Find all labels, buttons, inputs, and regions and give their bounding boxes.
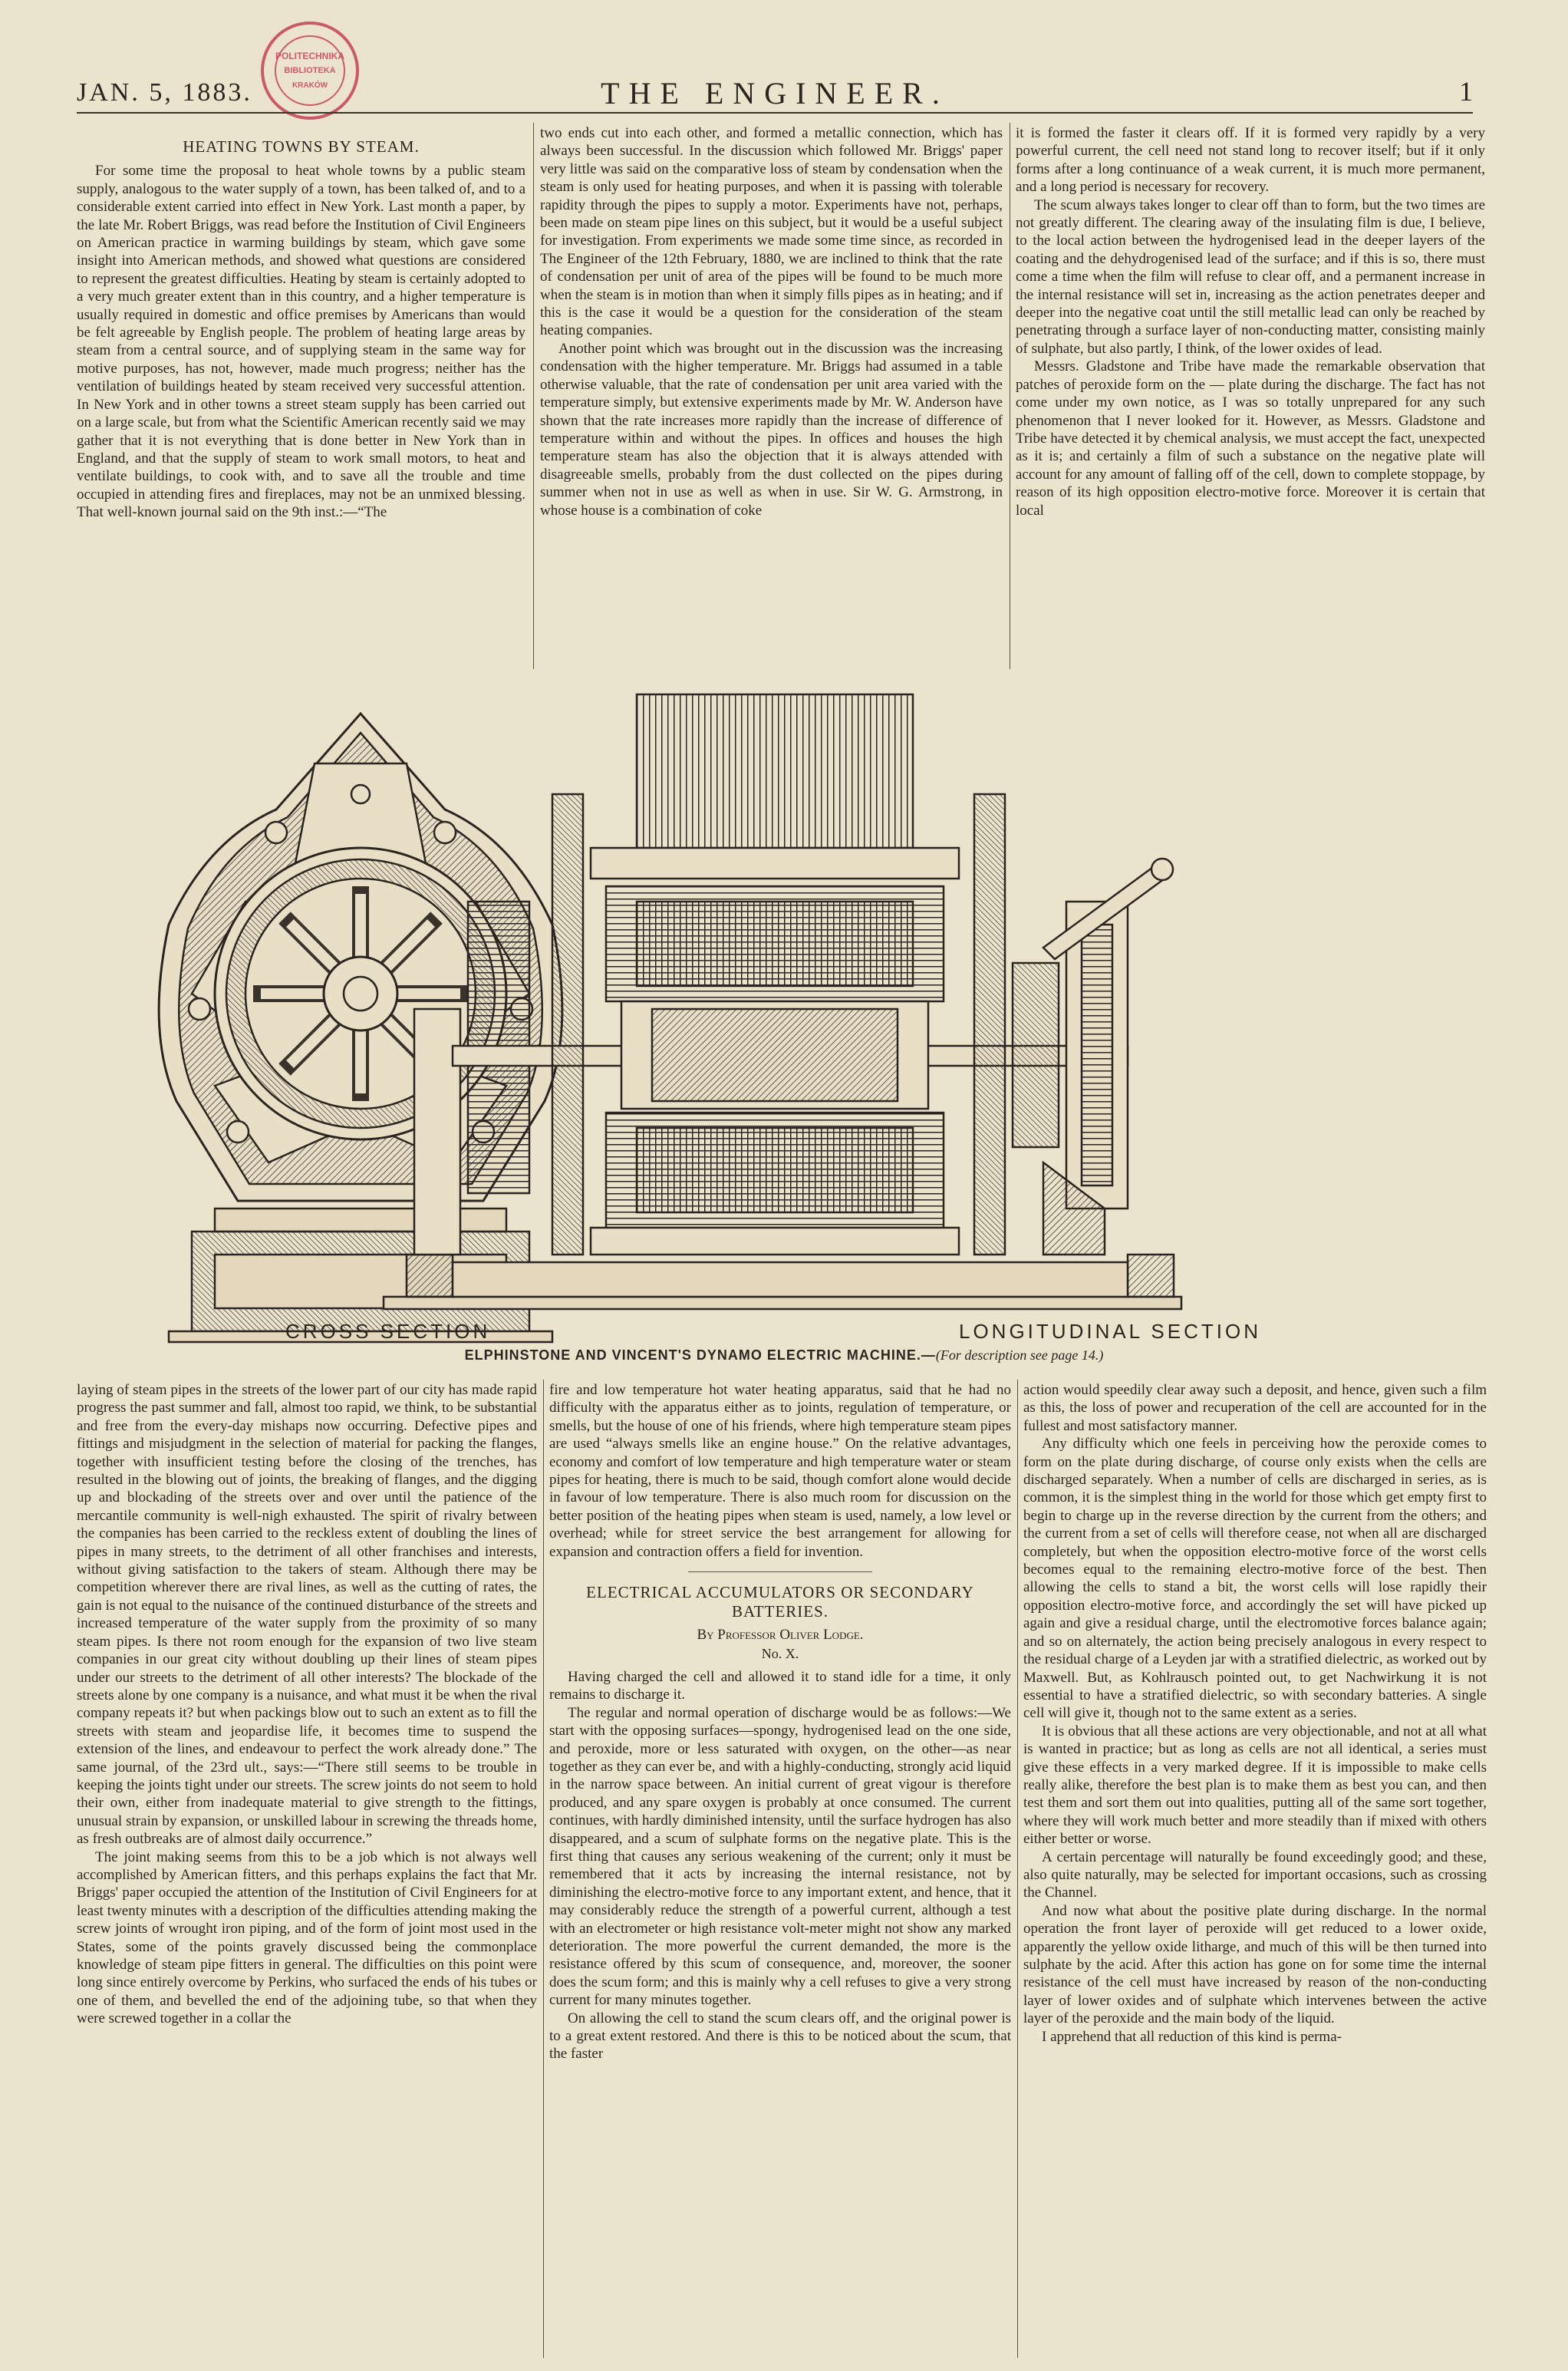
paragraph: It is obvious that all these actions are very objectionable, and not at all what is wanted in practice; but as long as cells are not all identical, a series must give these effects in a very marked degree. If it is impossible to make cells really alike, therefore the best plan is to make them as best you can, and then test them and sort them out into qualities, putting all of the same sort together, where they will work much better and more steadily than if mixed with others either better or worse.	[1023, 1723, 1487, 1848]
lower-column-1	[77, 1381, 537, 2356]
paragraph: The scum always takes longer to clear off than to form, but the two times are not greatly different. The clearing away of the insulating film is due, I believe, to the local action between the hydrogenised lead in the deeper layers of the coating and the dehydrogenised lead of the surface; and if this is so, there must come a time when the film will refuse to clear off, and a permanent increase in the internal resistance will set in, increasing as the action penetrates deeper and deeper into the negative coat until the still metallic lead can only be reached by penetrating through a surface layer of non-conducting matter, consisting mainly of sulphate, but also partly, I think, of the lower oxides of lead.	[1016, 196, 1485, 357]
library-stamp: POLITECHNIKA BIBLIOTEKA KRAKÓW	[261, 21, 359, 120]
section-rule	[688, 1571, 873, 1572]
paragraph: laying of steam pipes in the streets of the lower part of our city has made rapid progress the past summer and fall, almost too rapid, we think, to be substantial and free from the every-day mishaps now occurring. Defective pipes and fittings and misjudgment in the selection of material for packing the flanges, together with insufficient testing before the closing of the trenches, has resulted in the blowing out of joints, the breaking of flanges, and the digging up and blockading of the streets over and over until the patience of the mercantile community is well-nigh exhausted. The spirit of rivalry between the companies has been carried to the reckless extent of doubling the lines of pipes in many streets, to the detriment of all other franchises and interests, without giving satisfaction to the takers of steam. Although there may be competition wherever there are rival lines, as well as the cutting of rates, the gain is not equal to the nuisance of the continued disturbance of the streets and increased temperature of the water supply from the proximity of so many steam pipes. Is there not room enough for the expansion of two live steam companies in our great city without doubling up their lines of steam pipes under our streets to the detriment of all other interests? The blockade of the streets alone by one company is a nuisance, and what must it be when the rival company repeats it? but when packings blow out to such an extent as to fill the streets with steam and jeopardise life, it becomes time to suspend the extension of the lines, and endeavour to perfect the work already done.” The same journal, of the 23rd ult., says:—“There still seems to be trouble in keeping the joints tight under our streets. The screw joints do not seem to hold their own, either from inadequate material to give strength to the fittings, unusual strain by expansion, or unskilled labour in screwing the threads home, as fresh outbreaks are of almost daily occurrence.”	[77, 1382, 537, 1848]
paragraph: For some time the proposal to heat whole towns by a public steam supply, analogous to the water supply of a town, has been talked of, and to a considerable extent carried into effect in New York. Last month a paper, by the late Mr. Robert Briggs, was read before the Institution of Civil Engineers on American practice in warming buildings by steam, which gave some insight into American methods, and showed what questions are considered to represent the greatest difficulties. Heating by steam is certainly adopted to a very much greater extent than in this country, and a higher temperature is usually required in domestic and office premises by Americans than would be felt agreeable by English people. The problem of heating large areas by steam from a central source, and of supplying steam in the same way for motive purposes, has not, however, made much progress; neither has the ventilation of buildings heated by steam received very successful attention. In New York and in other towns a street steam supply has been carried out on a large scale, but from what the Scientific American recently said we may gather that it is not everything that is done better in New York than in England, and that the supply of steam to work small motors, to heat and ventilate buildings, to cook with, and to save all the trouble and time occupied in attending fires and fireplaces, may not be an unmixed blessing. That well-known journal said on the 9th inst.:—“The	[77, 163, 525, 521]
column-divider	[1017, 1380, 1018, 2358]
paragraph: A certain percentage will naturally be found exceedingly good; and these, also quite naturally, may be selected for important occasions, such as crossing the Channel.	[1023, 1848, 1487, 1901]
figure-title	[0, 1347, 1568, 1364]
paragraph: The joint making seems from this to be a job which is not always well accomplished by American fitters, and this perhaps explains the fact that Mr. Briggs' paper occupied the attention of the Institution of Civil Engineers for at least twenty minutes with a description of the difficulties attending making the screw joints of wrought iron piping, and of the form of joint most used in the States, some of the points gravely discussed being the commonplace knowledge of steam pipe fitters in general. The difficulties on this point were long since entirely overcome by Perkins, who surfaced the ends of his tubes or one of them, and bevelled the end of the adjoining tube, so that when they were screwed together in a collar the	[77, 1848, 537, 2027]
paragraph: fire and low temperature hot water heating apparatus, said that he had no difficulty with the apparatus either as to joints, regulation of temperature, or smells, but the house of one of his friends, where high temperature steam pipes are used “always smells like an engine house.” On the relative advantages, economy and comfort of low temperature and high temperature water or steam pipes for heating, there is much to be said, though comfort alone would decide in favour of low temperature. There is also much room for discussion on the better position of the heating pipes when steam is used, namely, a low level or overhead; while for street service the best arrangement for allowing for expansion and contraction offers a field for invention.	[549, 1382, 1011, 1560]
dynamo-engraving	[84, 671, 1488, 1377]
paragraph: The regular and normal operation of discharge would be as follows:—We start with the opposing surfaces—spongy, hydrogenised lead on the one side, and peroxide, more or less saturated with oxygen, on the other—as near together as they can ever be, and with a highly-conducting, strongly acid liquid in the narrow space between. An initial current of great vigour is therefore produced, and any spare oxygen is probably at once consumed. The current continues, with hardly diminished intensity, until the surface hydrogen has also disappeared, and a scum of sulphate forms on the negative plate. This is the first thing that causes any serious weakening of the current; only it must be remembered that it acts by increasing the internal resistance, not by diminishing the electro-motive force to any important extent, and hence, that it may considerably reduce the strength of a powerful current, although a test with an electrometer or high resistance volt-meter might not show any marked deterioration. The more powerful the current demanded, the more is the resistance offered by this scum of consequence, and, moreover, the sooner does the scum form; and this is mainly why a cell refuses to give a very strong current for many minutes together.	[549, 1704, 1011, 2009]
lower-column-3	[1023, 1381, 1487, 2356]
lower-column-2	[549, 1381, 1011, 2356]
paragraph: On allowing the cell to stand the scum clears off, and the original power is to a great extent restored. And there is this to be noticed about the scum, that the faster	[549, 2010, 1011, 2063]
paragraph: I apprehend that all reduction of this kind is perma-	[1042, 2028, 1342, 2045]
paragraph: two ends cut into each other, and formed a metallic connection, which has always been successful. In the discussion which followed Mr. Briggs' paper very little was said on the comparative loss of steam by condensation when the steam is only used for heating purposes, and when it is passing with tolerable rapidity through the pipes to supply a motor. Experiments have not, perhaps, been made on steam pipe lines on this subject, but it would be a useful subject for investigation. From experiments we made some time since, as recorded in The Engineer of the 12th February, 1880, we are inclined to think that the rate of condensation per unit of area of the pipes will be found to be much more when the steam is in motion than when it simply fills pipes as in heating; and if this is the case it would be a question for the consideration of the steam heating companies.	[540, 125, 1003, 339]
article-title-heating: HEATING TOWNS BY STEAM.	[183, 137, 420, 156]
paragraph: Any difficulty which one feels in perceiving how the peroxide comes to form on the plate during discharge, of course only exists when the cells are discharged separately. When a number of cells are discharged in series, as is common, it is the simplest thing in the world for those which get empty first to begin to charge up in the reverse direction by the current from the others; and the current from a set of cells will therefore cease, not when all are discharged completely, but when the opposition electro-motive force of the worst cells becomes equal to the remaining electro-motive force of the best. Then allowing the cells to stand a bit, the worst cells will lose rapidly their opposition electro-motive force, and accordingly the set will have picked up again and give a residual charge, until the electromotive forces balance again; and so on alternately, the action being precisely analogous in every respect to the residual charge of a Leyden jar with a stratified dielectric, as worked out by Maxwell. But, as Kohlrausch pointed out, to get Nachwirkung it is not essential to have a stratified dielectric, so with secondary batteries. A single cell will give it, though not to the same extent as a series.	[1023, 1436, 1487, 1722]
paragraph: Having charged the cell and allowed it to stand idle for a time, it only remains to discharge it.	[549, 1668, 1011, 1703]
article-title-accumulators: ELECTRICAL ACCUMULATORS OR SECONDARY BATTERIES.	[586, 1583, 974, 1621]
upper-column-2	[540, 124, 1003, 668]
figure-title-note: (For description see page 14.)	[935, 1347, 1104, 1363]
upper-column-1	[77, 135, 525, 668]
cross-section-caption: CROSS SECTION	[285, 1320, 491, 1343]
column-divider	[543, 1380, 544, 2358]
upper-column-3	[1016, 124, 1485, 668]
longitudinal-section-caption: LONGITUDINAL SECTION	[959, 1320, 1261, 1343]
paragraph: Another point which was brought out in the discussion was the increasing condensation with the higher temperature. Mr. Briggs had assumed in a table otherwise valuable, that the rate of condensation per unit area varied with the temperature simply, but extensive experiments made by Mr. W. Anderson have shown that the rate increases more rapidly than the increase of difference of temperature within and without the pipes. In offices and houses the high temperature steam has also the objection that it is always attended with disagreeable smells, probably from the dust collected on the pipes during summer when not in use as well as when in use. Sir W. G. Armstrong, in whose house is a combination of coke	[540, 340, 1003, 519]
paragraph: action would speedily clear away such a deposit, and hence, given such a film as this, the loss of power and recuperation of the cell are accounted for in the fullest and most satisfactory manner.	[1023, 1382, 1487, 1434]
paragraph: Messrs. Gladstone and Tribe have made the remarkable observation that patches of peroxide form on the — plate during the discharge. The fact has not come under my own notice, as I was so totally unprepared for any such phenomenon that I never looked for it. However, as Messrs. Gladstone and Tribe have detected it by chemical analysis, we must accept the fact, unexpected as it is; and certainly a film of such a substance on the negative plate will account for any amount of falling off of the cell, down to complete stoppage, by reason of its high opposition electro-motive force. Moreover it is certain that local	[1016, 358, 1485, 519]
masthead	[77, 75, 1473, 114]
paragraph: And now what about the positive plate during discharge. In the normal operation the front layer of peroxide will get reduced to a lower oxide, apparently the yellow oxide litharge, and much of this will be then turned into sulphate by the acid. After this action has gone on for some time the internal resistance of the cell must have increased by reason of the non-conducting layer of lower oxides and of sulphate which intervenes between the active layer of the peroxide and the main body of the liquid.	[1023, 1902, 1487, 2027]
page-number: 1	[1459, 76, 1473, 107]
publication-title: THE ENGINEER.	[601, 76, 949, 110]
column-divider	[533, 123, 534, 669]
issue-date: JAN. 5, 1883.	[77, 78, 252, 107]
figure-title-text: ELPHINSTONE AND VINCENT'S DYNAMO ELECTRIC MACHINE.—	[464, 1347, 936, 1363]
article-number: No. X.	[761, 1646, 799, 1662]
paragraph: it is formed the faster it clears off. If it is formed very rapidly by a very powerful current, the cell need not stand long to recover itself; but if it only forms after a long continuance of a weak current, it is much more permanent, and a long period is necessary for recovery.	[1016, 125, 1485, 196]
article-byline: By Professor Oliver Lodge.	[697, 1627, 864, 1644]
